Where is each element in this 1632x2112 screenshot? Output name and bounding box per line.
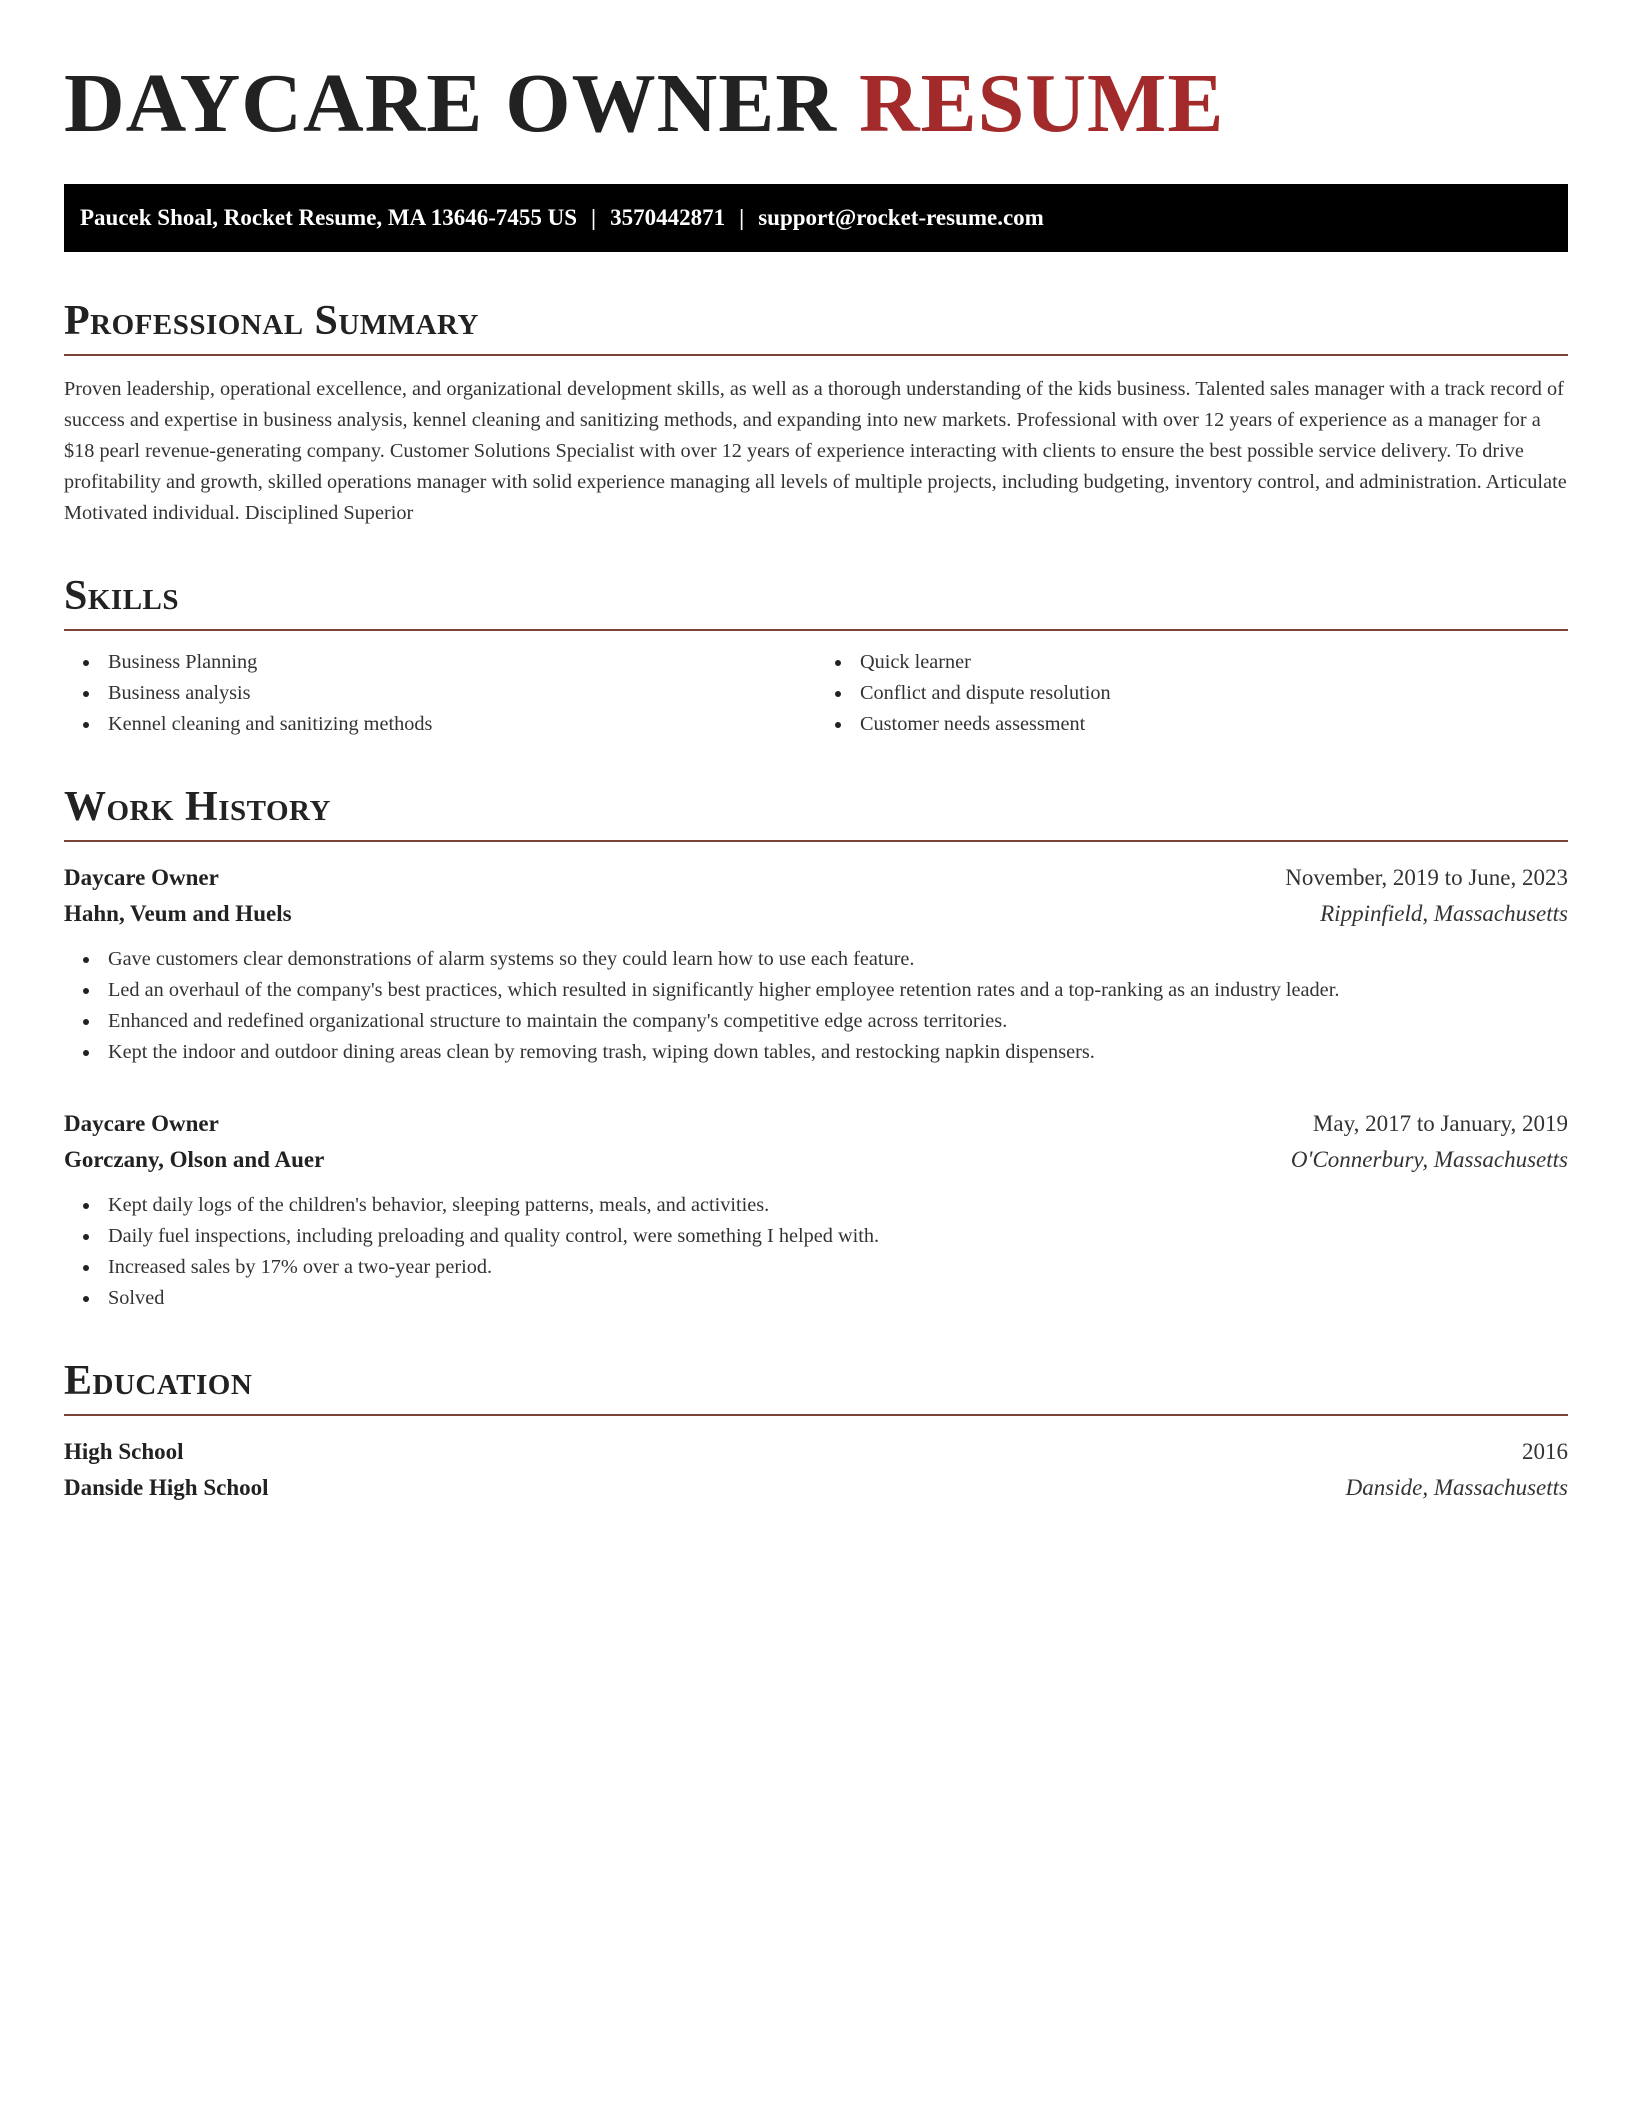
job-bullet: Solved: [108, 1283, 1568, 1314]
title-accent: RESUME: [858, 57, 1225, 150]
job-header-row: [64, 860, 1568, 896]
education-heading: Education: [64, 1358, 253, 1404]
education-degree: High School: [64, 1439, 184, 1464]
section-divider: [64, 629, 1568, 631]
job-title: Daycare Owner: [64, 865, 219, 890]
education-school: Danside High School: [64, 1475, 269, 1500]
education-year: 2016: [1522, 1439, 1568, 1464]
job-bullet: Gave customers clear demonstrations of alarm systems so they could learn how to use each feature.: [108, 944, 1568, 975]
job-header-row: [64, 1106, 1568, 1142]
job-bullet: Increased sales by 17% over a two-year period.: [108, 1252, 1568, 1283]
education-section: [64, 1358, 1568, 1506]
resume-title: [64, 56, 1568, 152]
skill-item: Kennel cleaning and sanitizing methods: [108, 709, 816, 740]
job-entry: [64, 1106, 1568, 1314]
summary-section: [64, 298, 1568, 529]
job-company: Gorczany, Olson and Auer: [64, 1147, 325, 1172]
job-company-row: [64, 1142, 1568, 1178]
job-dates: November, 2019 to June, 2023: [1285, 865, 1568, 890]
skills-heading: Skills: [64, 573, 180, 619]
summary-heading: Professional Summary: [64, 298, 479, 344]
job-location: O'Connerbury, Massachusetts: [1290, 1147, 1568, 1172]
title-main: DAYCARE OWNER: [64, 57, 837, 150]
skill-item: Business analysis: [108, 678, 816, 709]
job-title: Daycare Owner: [64, 1111, 219, 1136]
contact-separator: |: [591, 205, 597, 230]
education-school-row: [64, 1470, 1568, 1506]
job-company: Hahn, Veum and Huels: [64, 901, 292, 926]
section-divider: [64, 354, 1568, 356]
job-location: Rippinfield, Massachusetts: [1320, 901, 1568, 926]
job-bullet: Led an overhaul of the company's best practices, which resulted in significantly higher employee retention rates and a top-ranking as an industry leader.: [108, 975, 1568, 1006]
section-divider: [64, 1414, 1568, 1416]
contact-bar: [64, 184, 1568, 252]
education-location: Danside, Massachusetts: [1345, 1475, 1568, 1500]
skill-item: Conflict and dispute resolution: [860, 678, 1568, 709]
job-bullets: [64, 1190, 1568, 1314]
job-bullet: Kept daily logs of the children's behavior, sleeping patterns, meals, and activities.: [108, 1190, 1568, 1221]
job-company-row: [64, 896, 1568, 932]
work-history-section: [64, 784, 1568, 1314]
skills-grid: [64, 647, 1568, 740]
education-entry: [64, 1434, 1568, 1506]
job-bullet: Daily fuel inspections, including preloading and quality control, were something I helped with.: [108, 1221, 1568, 1252]
work-history-heading: Work History: [64, 784, 331, 830]
contact-address: Paucek Shoal, Rocket Resume, MA 13646-7455 US: [80, 205, 578, 230]
job-dates: May, 2017 to January, 2019: [1312, 1111, 1568, 1136]
contact-phone: 3570442871: [610, 205, 726, 230]
job-bullets: [64, 944, 1568, 1068]
skill-item: Business Planning: [108, 647, 816, 678]
job-bullet: Enhanced and redefined organizational structure to maintain the company's competitive edge across territories.: [108, 1006, 1568, 1037]
skill-item: Quick learner: [860, 647, 1568, 678]
section-divider: [64, 840, 1568, 842]
skills-column-right: [816, 647, 1568, 740]
skills-column-left: [64, 647, 816, 740]
skills-section: [64, 573, 1568, 740]
education-header-row: [64, 1434, 1568, 1470]
contact-separator: |: [739, 205, 745, 230]
job-entry: [64, 860, 1568, 1068]
skill-item: Customer needs assessment: [860, 709, 1568, 740]
summary-text: Proven leadership, operational excellence, and organizational development skills, as well as a thorough understanding of the kids business. Talented sales manager with a track record of success and expertise in business analysis, kennel cleaning and sanitizing methods, and expanding into new markets. Professional with over 12 years of experience as a manager for a $18 pearl revenue-generating company. Customer Solutions Specialist with over 12 years of experience interacting with clients to ensure the best possible service delivery. To drive profitability and growth, skilled operations manager with solid experience managing all levels of multiple projects, including budgeting, inventory control, and administration. Articulate Motivated individual. Disciplined Superior: [64, 378, 1567, 524]
contact-email[interactable]: support@rocket-resume.com: [758, 205, 1044, 230]
job-bullet: Kept the indoor and outdoor dining areas clean by removing trash, wiping down tables, and restocking napkin dispensers.: [108, 1037, 1568, 1068]
